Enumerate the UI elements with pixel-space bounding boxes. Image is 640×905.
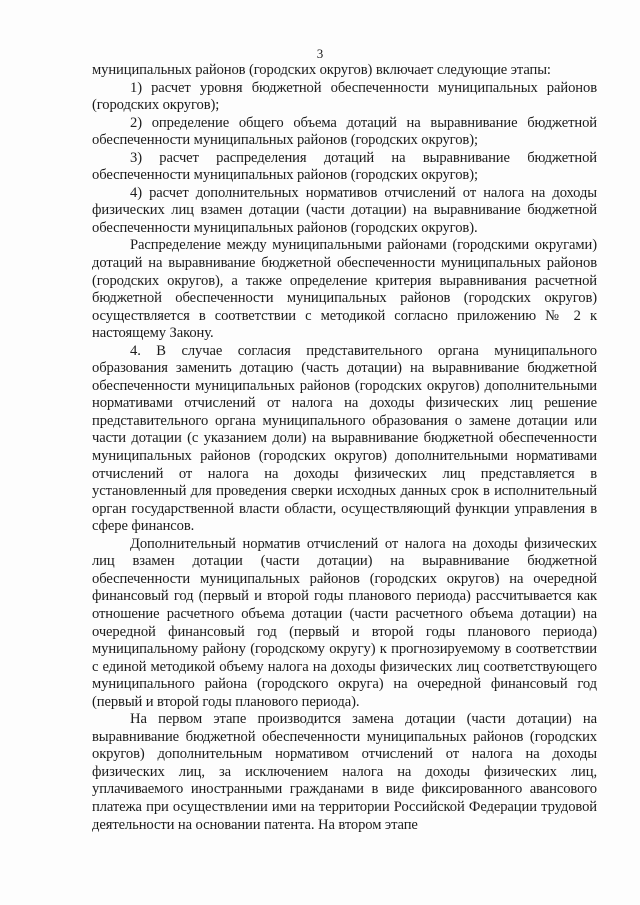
document-body [92,62,597,834]
paragraph-additional-norm: Дополнительный норматив отчислений от налога на доходы физических лиц взамен дотации (части дотации) на выравнивание бюджетной обеспеченности муниципальных районов (городских округов) на очередной финансовый год (первый и второй годы планового периода) рассчитывается как отношение расчетного объема дотации (части расчетного объема дотации) на очередной финансовый год (первый и второй годы планового периода) муниципальному району (городскому округу) к прогнозируемому в соответствии с единой методикой объему налога на доходы физических лиц соответствующего муниципального района (городского округа) на очередной финансовый год (первый и второй годы планового периода). [92,535,597,710]
list-item-4: 4) расчет дополнительных нормативов отчислений от налога на доходы физических лиц взамен дотации (части дотации) на выравнивание бюджетной обеспеченности муниципальных районов (городских округов). [92,184,597,236]
paragraph-distribution: Распределение между муниципальными районами (городскими округами) дотаций на выравнивание бюджетной обеспеченности муниципальных районов (городских округов), а также определение критерия выравнивания расчетной бюджетной обеспеченности муниципальных районов (городских округов) осуществляется в соответствии с методикой согласно приложению № 2 к настоящему Закону. [92,237,597,342]
list-item-2: 2) определение общего объема дотаций на выравнивание бюджетной обеспеченности муниципальных районов (городских округов); [92,114,597,149]
paragraph-intro: муниципальных районов (городских округов) включает следующие этапы: [92,62,551,78]
page-number: 3 [316,46,324,61]
paragraph-section-4: 4. В случае согласия представительного органа муниципального образования заменить дотацию (часть дотации) на выравнивание бюджетной обеспеченности муниципальных районов (городских округов) дополнительными нормативами отчислений от налога на доходы физических лиц решение представительного органа муниципального образования о замене дотации или части дотации (с указанием доли) на выравнивание бюджетной обеспеченности муниципальных районов (городских округов) дополнительными нормативами отчислений от налога на доходы физических лиц представляется в установленный для проведения сверки исходных данных срок в исполнительный орган государственной власти области, осуществляющий функции управления в сфере финансов. [92,342,597,535]
list-item-3: 3) расчет распределения дотаций на выравнивание бюджетной обеспеченности муниципальных районов (городских округов); [92,149,597,184]
list-item-1: 1) расчет уровня бюджетной обеспеченности муниципальных районов (городских округов); [92,79,597,114]
paragraph-first-stage: На первом этапе производится замена дотации (части дотации) на выравнивание бюджетной обеспеченности муниципальных районов (городских округов) дополнительным нормативом отчислений от налога на доходы физических лиц, за исключением налога на доходы физических лиц, уплачиваемого иностранными гражданами в виде фиксированного авансового платежа при осуществлении ими на территории Российской Федерации трудовой деятельности на основании патента. На втором этапе [92,711,597,833]
